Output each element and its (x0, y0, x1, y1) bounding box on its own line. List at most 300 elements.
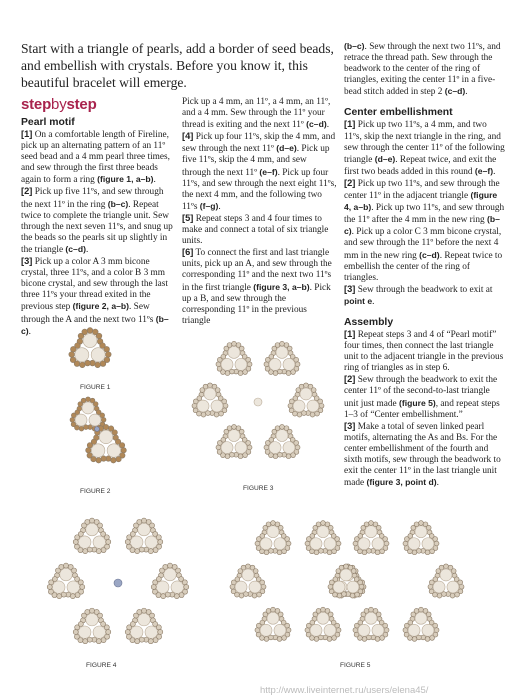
seed-bead (252, 593, 257, 598)
seed-bead (287, 429, 292, 434)
seed-bead (426, 612, 431, 617)
seed-bead (414, 522, 419, 527)
seed-bead (380, 635, 385, 640)
figure-ref: (c–d) (65, 243, 86, 254)
step-paragraph (344, 119, 506, 177)
seed-bead (106, 629, 111, 634)
seed-bead (318, 399, 323, 404)
figure-1-caption: FIGURE 1 (80, 384, 111, 391)
step-paragraph (344, 284, 506, 308)
figure-ref: (figure 5) (399, 397, 436, 408)
pearl-bead (60, 568, 72, 580)
seed-bead (306, 546, 311, 551)
seed-bead (286, 628, 291, 633)
seed-bead (425, 550, 430, 555)
pearl-bead (347, 581, 359, 593)
seed-bead (151, 584, 156, 589)
seed-bead (239, 429, 244, 434)
seed-bead (328, 584, 333, 589)
figure-ref: (figure 4, a–b) (344, 190, 498, 213)
seed-bead (328, 525, 333, 530)
seed-bead (257, 592, 262, 597)
seed-bead (271, 521, 276, 526)
pearl-bead (269, 442, 281, 454)
seed-bead (119, 443, 124, 448)
seed-bead (227, 343, 232, 348)
seed-bead (174, 594, 179, 599)
seed-bead (78, 622, 83, 627)
seed-bead (408, 620, 413, 625)
seed-bead (264, 637, 269, 642)
seed-bead (87, 328, 93, 334)
pearl-bead (130, 536, 142, 548)
seed-bead (83, 549, 88, 554)
seed-bead (125, 629, 130, 634)
pearl-bead (145, 626, 157, 638)
seed-bead (101, 456, 106, 461)
pearl-bead (415, 612, 427, 624)
seed-bead (419, 607, 424, 612)
seed-bead (278, 525, 283, 530)
pearl-bead (274, 538, 286, 550)
seed-bead (203, 384, 208, 389)
seed-bead (375, 637, 380, 642)
pearl-bead (156, 581, 168, 593)
seed-bead (437, 593, 442, 598)
figure-ref: (c–d) (419, 249, 440, 260)
seed-bead (444, 564, 449, 569)
seed-bead (153, 638, 158, 643)
step-text: , and repeat steps 1–3 of “Center embellishment.” (344, 398, 500, 420)
heading-part: step (66, 96, 97, 113)
seed-bead (87, 637, 92, 642)
seed-bead (125, 539, 130, 544)
seed-bead (106, 539, 111, 544)
pearl-bead (276, 346, 288, 358)
crystal-bead (114, 579, 122, 587)
seed-bead (130, 532, 135, 537)
pearl-bead (83, 334, 97, 348)
figure-ref: (b–c) (344, 214, 500, 237)
seed-bead (161, 594, 166, 599)
seed-bead (246, 357, 251, 362)
step-text: . (218, 201, 221, 212)
seed-bead (310, 412, 315, 417)
seed-bead (219, 411, 224, 416)
seed-bead (156, 577, 161, 582)
seed-bead (135, 549, 140, 554)
step-text: . (436, 478, 439, 489)
pearl-bead (408, 624, 420, 636)
pearl-bead (242, 569, 254, 581)
seed-bead (239, 346, 244, 351)
seed-bead (238, 371, 243, 376)
step-text: Pick up four 11ºs, skip the 4 mm, and sew through the next 11º (182, 132, 336, 155)
seed-bead (217, 449, 222, 454)
step-text: . Pick up a B, and sew through the corresponding 11º in the previous triangle (182, 282, 331, 326)
column-2 (182, 97, 337, 327)
seed-bead (314, 637, 319, 642)
seed-bead (369, 521, 374, 526)
seed-bead (314, 550, 319, 555)
seed-bead (275, 426, 280, 431)
seed-bead (246, 564, 251, 569)
subhead-pearl-motif: Pearl motif (21, 117, 75, 128)
seed-bead (335, 537, 340, 542)
step-text: . Repeat twice to complete the triangle unit. Sew through the next seven 11ºs, and snug up the beads so the pearls sit up slightly in the triangle (21, 199, 173, 255)
seed-bead (426, 525, 431, 530)
seed-bead (414, 608, 419, 613)
seed-bead (376, 525, 381, 530)
seed-bead (93, 402, 98, 407)
figure-ref: (figure 2, a–b) (72, 301, 130, 312)
step-paragraph (182, 247, 337, 327)
seed-bead (256, 546, 261, 551)
seed-bead (280, 424, 285, 429)
step-number: [2] (344, 374, 356, 385)
seed-bead (339, 565, 344, 570)
step-number: [1] (344, 328, 356, 339)
seed-bead (295, 362, 300, 367)
seed-bead (295, 445, 300, 450)
step-text: Sew through the beadwork to exit the center 11º of the second-to-last triangle unit just made (344, 375, 498, 409)
seed-bead (126, 634, 131, 639)
seed-bead (235, 577, 240, 582)
seed-bead (417, 635, 422, 640)
step-text: . Pick up five 11ºs, skip the 4 mm, and sew through the next 11º (182, 144, 330, 178)
step-number: [2] (21, 186, 33, 197)
seed-bead (184, 584, 189, 589)
figure-ref: (d–e) (374, 153, 396, 164)
step-paragraph (21, 129, 176, 186)
seed-bead (364, 522, 369, 527)
pearl-bead (249, 581, 261, 593)
pearl-bead (75, 414, 87, 426)
seed-bead (86, 397, 91, 402)
pearl-bead (317, 526, 329, 538)
step-number: [3] (344, 283, 356, 294)
pearl-bead (211, 400, 223, 412)
seed-bead (156, 625, 161, 630)
seed-bead (329, 589, 334, 594)
crystal-bead (95, 427, 100, 432)
figure-ref: (c–d) (306, 119, 327, 130)
seed-bead (241, 565, 246, 570)
seed-bead (384, 541, 389, 546)
seed-bead (403, 541, 408, 546)
seed-bead (255, 628, 260, 633)
seed-bead (104, 625, 109, 630)
pearl-bead (82, 402, 94, 414)
step-text: . (85, 244, 89, 255)
pearl-bead (283, 442, 295, 454)
seed-bead (277, 550, 282, 555)
seed-bead (291, 370, 296, 375)
seed-bead (433, 577, 438, 582)
figure-ref: (e–f) (474, 165, 494, 176)
step-text: . Repeat twice, and exit the first two beads added in this round (344, 154, 497, 177)
seed-bead (192, 403, 197, 408)
seed-bead (403, 628, 408, 633)
step-number: [1] (344, 119, 356, 130)
seed-bead (383, 623, 388, 628)
step-text: . (465, 87, 468, 98)
pearl-bead (310, 624, 322, 636)
step-number: [6] (182, 247, 194, 258)
pearl-bead (235, 358, 247, 370)
pearl-bead (433, 581, 445, 593)
seed-bead (231, 589, 236, 594)
seed-bead (351, 569, 356, 574)
seed-bead (73, 539, 78, 544)
pearl-bead (293, 400, 305, 412)
seed-bead (163, 564, 168, 569)
seed-bead (130, 622, 135, 627)
figure-2-diagram (66, 396, 136, 476)
seed-bead (286, 541, 291, 546)
figure-ref: (figure 3, a–b) (253, 281, 310, 292)
seed-bead (101, 638, 106, 643)
seed-bead (358, 620, 363, 625)
pearl-bead (307, 400, 319, 412)
pearl-bead (91, 444, 105, 458)
seed-bead (227, 426, 232, 431)
seed-bead (182, 580, 187, 585)
seed-bead (310, 534, 315, 539)
seed-bead (70, 357, 76, 363)
seed-bead (98, 613, 103, 618)
seed-bead (264, 362, 269, 367)
seed-bead (278, 369, 283, 374)
seed-bead (293, 396, 298, 401)
pearl-bead (93, 626, 105, 638)
seed-bead (225, 454, 230, 459)
seed-bead (105, 352, 111, 358)
seed-bead (383, 537, 388, 542)
seed-bead (425, 637, 430, 642)
seed-bead (247, 362, 252, 367)
step-text: . Sew through the A and the next two 11ºs (21, 302, 156, 325)
pearl-bead (78, 536, 90, 548)
seed-bead (434, 628, 439, 633)
pearl-bead (447, 581, 459, 593)
seed-bead (239, 593, 244, 598)
step-text: . Pick up a color C 3 mm bicone crystal, and sew through the 11º before the next 4 mm in the new ring (344, 227, 502, 261)
seed-bead (223, 403, 228, 408)
seed-bead (273, 371, 278, 376)
seed-bead (319, 403, 324, 408)
seed-bead (428, 584, 433, 589)
seed-bead (104, 535, 109, 540)
seed-bead (275, 343, 280, 348)
pearl-bead (324, 538, 336, 550)
seed-bead (439, 565, 444, 570)
seed-bead (61, 592, 66, 597)
seed-bead (57, 594, 62, 599)
seed-bead (80, 584, 85, 589)
seed-bead (433, 537, 438, 542)
seed-bead (358, 580, 363, 585)
seed-bead (216, 362, 221, 367)
step-text: Pick up two 11ºs, a 4 mm, and two 11ºs, skip the next triangle in the ring, and sew through the center 11º of the following triangle (344, 120, 505, 165)
seed-bead (354, 546, 359, 551)
seed-bead (260, 534, 265, 539)
seed-bead (319, 548, 324, 553)
step-text: . (153, 175, 156, 186)
step-number: [2] (344, 177, 356, 188)
seed-bead (48, 589, 53, 594)
seed-bead (216, 445, 221, 450)
pearl-bead (260, 538, 272, 550)
seed-bead (238, 454, 243, 459)
seed-bead (95, 362, 101, 368)
pearl-bead (274, 624, 286, 636)
step-paragraph (344, 178, 506, 284)
seed-bead (321, 521, 326, 526)
seed-bead (79, 426, 84, 431)
step-text: Repeat steps 3 and 4 four times to make and connect a total of six triangle units. (182, 213, 329, 247)
seed-bead (153, 548, 158, 553)
seed-bead (412, 550, 417, 555)
step-text: . (372, 296, 375, 307)
seed-bead (100, 413, 105, 418)
pearl-bead (235, 581, 247, 593)
figure-ref: (b–c) (21, 313, 169, 336)
seed-bead (260, 620, 265, 625)
seed-bead (266, 608, 271, 613)
seed-bead (335, 623, 340, 628)
seed-bead (244, 592, 249, 597)
seed-bead (52, 577, 57, 582)
seed-bead (135, 639, 140, 644)
seed-bead (255, 541, 260, 546)
seed-bead (342, 592, 347, 597)
seed-bead (269, 354, 274, 359)
pearl-bead (283, 358, 295, 370)
step-paragraph (344, 374, 506, 420)
seed-bead (100, 361, 106, 367)
seed-bead (305, 541, 310, 546)
seed-bead (291, 453, 296, 458)
seed-bead (85, 360, 91, 366)
seed-bead (319, 635, 324, 640)
seed-bead (362, 637, 367, 642)
pearl-bead (197, 400, 209, 412)
seed-bead (232, 424, 237, 429)
seed-bead (179, 593, 184, 598)
seed-bead (139, 637, 144, 642)
seed-bead (316, 608, 321, 613)
subhead-center-embellishment: Center embellishment (344, 107, 453, 119)
pearl-bead (67, 581, 79, 593)
seed-bead (260, 580, 265, 585)
seed-bead (269, 437, 274, 442)
seed-bead (358, 534, 363, 539)
heading-part: by (51, 96, 67, 113)
seed-bead (350, 593, 355, 598)
seed-bead (217, 366, 222, 371)
seed-bead (232, 341, 237, 346)
seed-bead (359, 584, 364, 589)
seed-bead (246, 440, 251, 445)
pearl-bead (52, 581, 64, 593)
seed-bead (222, 399, 227, 404)
seed-bead (344, 564, 349, 569)
seed-bead (152, 589, 157, 594)
step-paragraph (182, 131, 337, 213)
step-paragraph (344, 41, 506, 98)
seed-bead (327, 550, 332, 555)
seed-bead (336, 628, 341, 633)
seed-bead (208, 383, 213, 388)
seed-bead (80, 362, 86, 368)
seed-bead (221, 354, 226, 359)
seed-bead (96, 639, 101, 644)
seed-bead (78, 532, 83, 537)
seed-bead (450, 593, 455, 598)
seed-bead (139, 547, 144, 552)
seed-bead (82, 329, 88, 335)
seed-bead (336, 541, 341, 546)
pearl-bead (228, 346, 240, 358)
step-text: . (28, 326, 31, 337)
seed-bead (85, 519, 90, 524)
pearl-bead (340, 569, 352, 581)
seed-bead (243, 453, 248, 458)
figure-3-diagram (180, 320, 330, 485)
pearl-bead (75, 348, 89, 362)
seed-bead (150, 523, 155, 528)
pearl-bead (310, 538, 322, 550)
step-text: . (326, 120, 330, 131)
seed-bead (59, 564, 64, 569)
seed-bead (327, 637, 332, 642)
seed-bead (278, 452, 283, 457)
pearl-bead (372, 538, 384, 550)
seed-bead (282, 549, 287, 554)
step-number: [3] (344, 420, 356, 431)
seed-bead (148, 549, 153, 554)
seed-bead (261, 584, 266, 589)
seed-bead (286, 454, 291, 459)
seed-bead (353, 541, 358, 546)
seed-bead (294, 357, 299, 362)
seed-bead (305, 628, 310, 633)
seed-bead (282, 635, 287, 640)
seed-bead (277, 637, 282, 642)
figure-3-caption: FIGURE 3 (243, 485, 274, 492)
seed-bead (269, 548, 274, 553)
step-text: Sew through the beadwork to exit at (355, 284, 493, 295)
seed-bead (70, 594, 75, 599)
seed-bead (75, 593, 80, 598)
seed-bead (256, 632, 261, 637)
seed-bead (104, 346, 110, 352)
seed-bead (332, 635, 337, 640)
figure-1-diagram (64, 320, 134, 380)
seed-bead (214, 412, 219, 417)
seed-bead (430, 549, 435, 554)
seed-bead (404, 632, 409, 637)
step-paragraph (344, 421, 506, 490)
pearl-bead (267, 612, 279, 624)
seed-bead (72, 568, 77, 573)
seed-bead (404, 546, 409, 551)
seed-bead (310, 620, 315, 625)
seed-bead (98, 523, 103, 528)
seed-bead (288, 403, 293, 408)
pearl-bead (235, 442, 247, 454)
